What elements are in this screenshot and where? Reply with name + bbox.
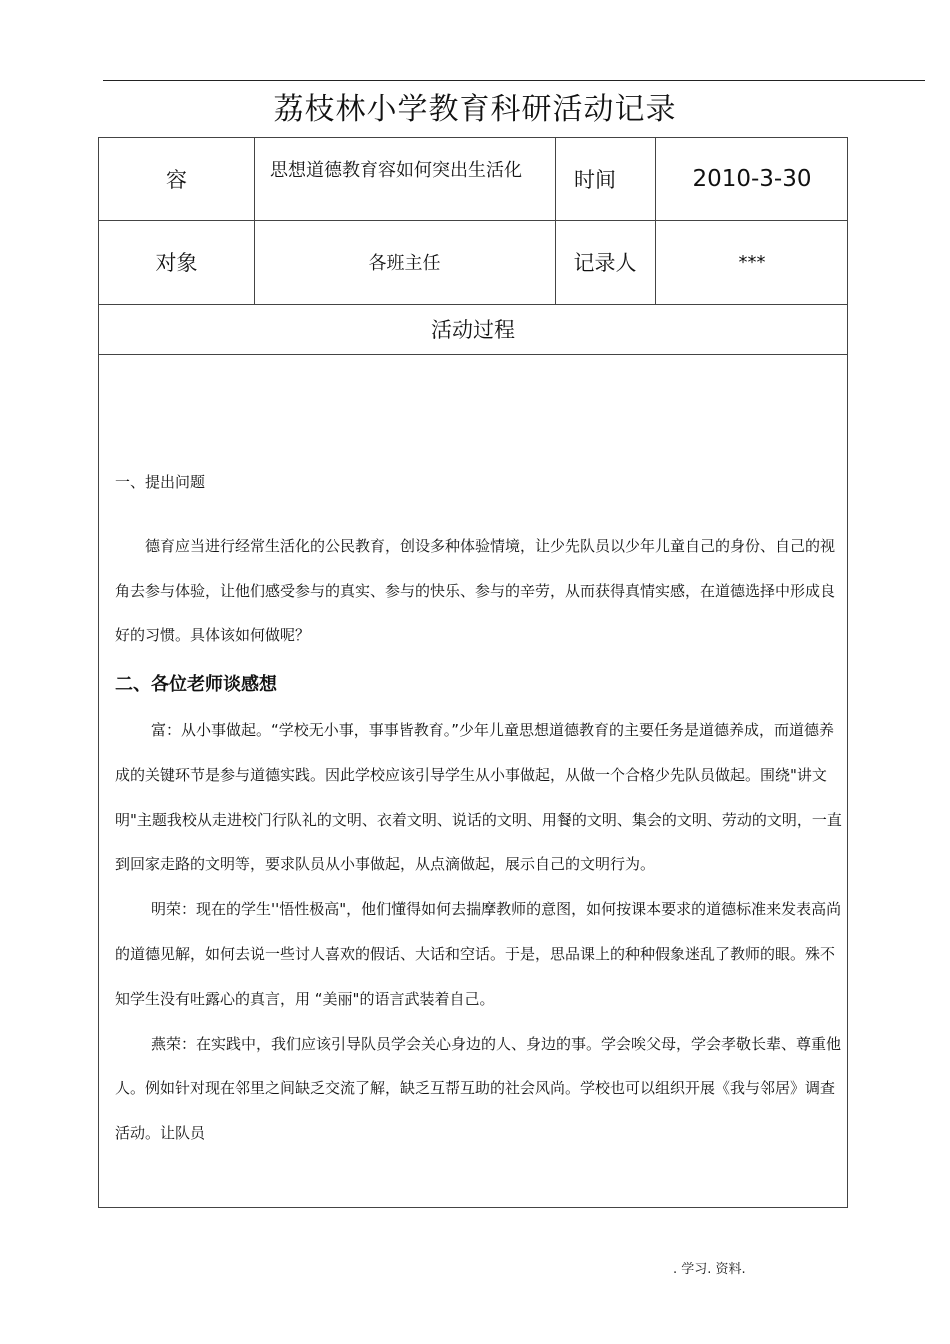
section-heading-1: 一、提出问题 — [115, 473, 206, 491]
row-divider — [99, 354, 847, 355]
recorder-label: 记录人 — [573, 251, 637, 275]
section-heading-2: 二、各位老师谈感想 — [115, 674, 277, 695]
process-heading: 活动过程 — [431, 318, 515, 342]
paragraph-comment: 富：从小事做起。“学校无小事，事事皆教育。”少年儿童思想道德教育的主要任务是道德养成，而道德养成的关键环节是参与道德实践。因此学校应该引导学生从小事做起，从做一个合格少先队员做起。围绕"讲文明"主题我校从走进校门行队礼的文明、衣着文明、说话的文明、用餐的文明、集会的文明、劳动的文明，一直到回家走路的文明等，要求队员从小事做起，从点滴做起，展示自己的文明行为。 — [115, 721, 842, 874]
page-footer: . 学习. 资料. — [673, 1262, 746, 1277]
content-value: 思想道德教育容如何突出生活化 — [270, 160, 522, 181]
teacher-comments — [115, 708, 843, 1156]
paragraph-comment: 燕荣：在实践中，我们应该引导队员学会关心身边的人、身边的事。学会唉父母，学会孝敬长辈、尊重他人。例如针对现在邻里之间缺乏交流了解，缺乏互帮互助的社会风尚。学校也可以组织开展《我与邻居》调查活动。让队员 — [115, 1034, 842, 1143]
time-label: 时间 — [574, 168, 616, 192]
record-table — [98, 137, 848, 1208]
time-value: 2010-3-30 — [692, 166, 812, 192]
audience-value: 各班主任 — [368, 253, 441, 274]
page-title: 荔枝林小学教育科研活动记录 — [273, 92, 677, 127]
paragraph-intro: 德育应当进行经常生活化的公民教育，创设多种体验情境，让少先队员以少年儿童自己的身份、自己的视角去参与体验，让他们感受参与的真实、参与的快乐、参与的辛劳，从而获得真情实感，在道德选择中形成良好的习惯。具体该如何做呢？ — [115, 537, 836, 644]
paragraph-comment: 明荣：现在的学生''悟性极高"，他们懂得如何去揣摩教师的意图，如何按课本要求的道德标准来发表高尚的道德见解，如何去说一些讨人喜欢的假话、大话和空话。于是，思品课上的种种假象迷乱了教师的眼。殊不知学生没有吐露心的真言，用 “美丽"的语言武装着自己。 — [115, 900, 842, 1008]
top-rule — [103, 80, 925, 81]
audience-label: 对象 — [155, 251, 198, 275]
recorder-value: *** — [738, 251, 766, 273]
content-label: 容 — [166, 168, 187, 192]
